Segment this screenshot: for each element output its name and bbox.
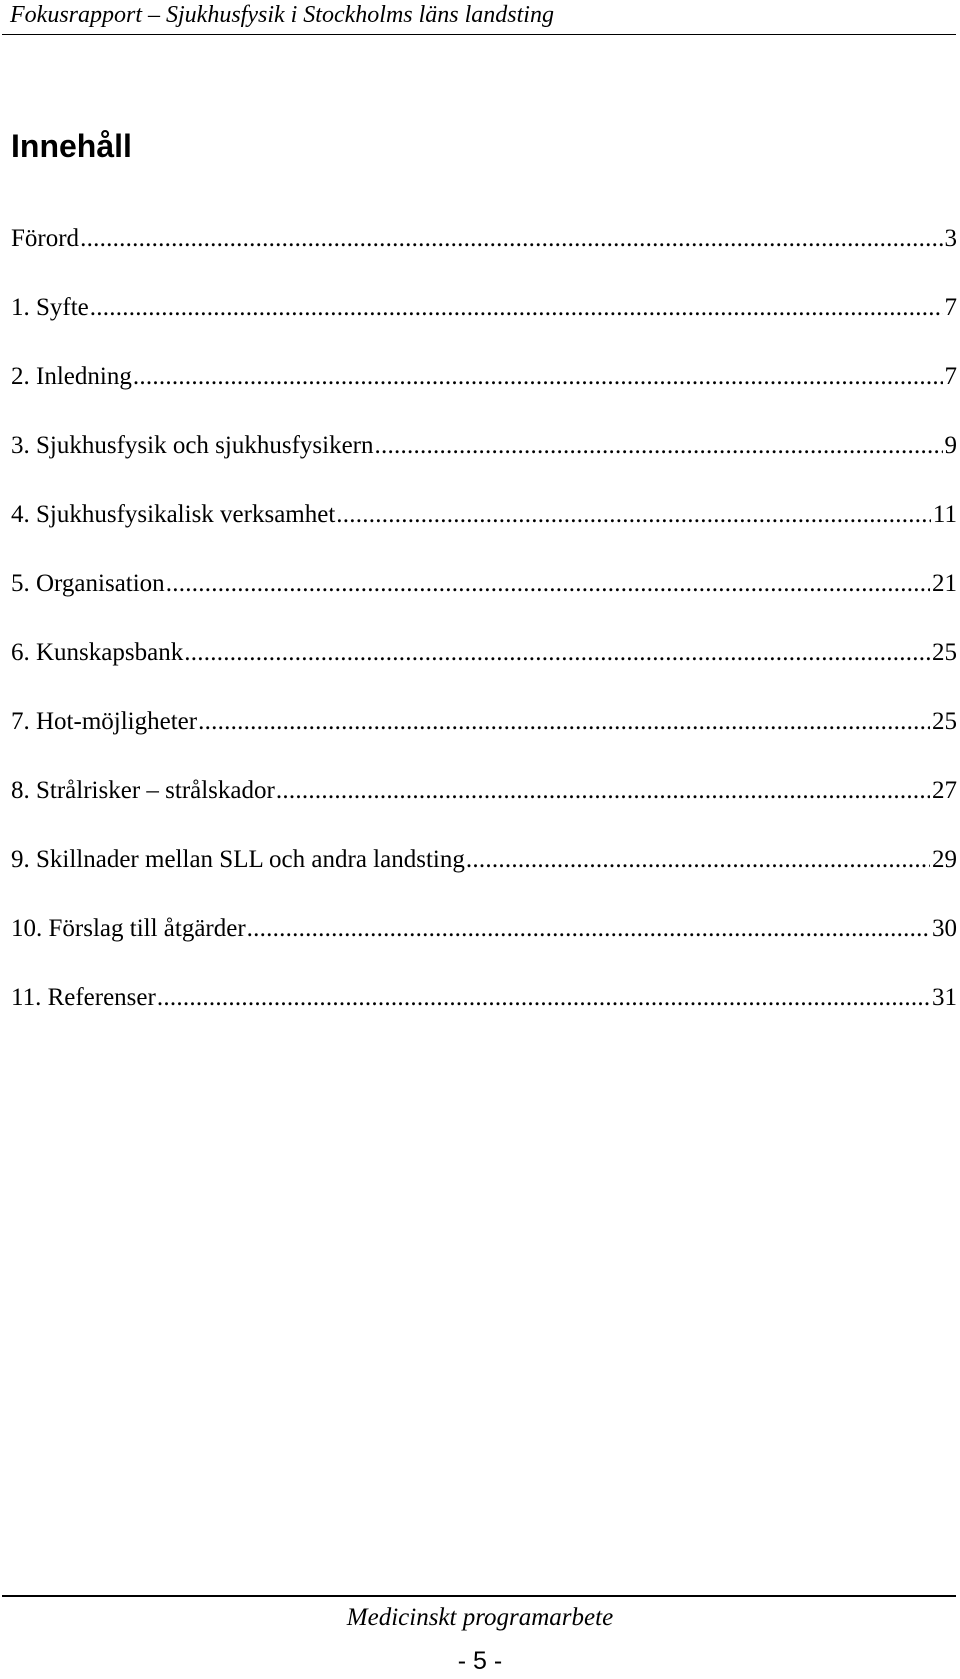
- toc-entry-page: 7: [944, 294, 957, 321]
- footer-divider: [2, 1595, 956, 1597]
- toc-entry-title: 6. Kunskapsbank: [11, 639, 184, 666]
- toc-entry-page: 29: [932, 846, 957, 873]
- page-number: - 5 -: [457, 1647, 503, 1675]
- toc-dot-leader: [157, 982, 930, 1014]
- running-header: Fokusrapport – Sjukhusfysik i Stockholms läns landsting: [10, 2, 554, 28]
- toc-dot-leader: [375, 430, 943, 462]
- toc-dot-leader: [198, 706, 930, 738]
- toc-entry-title: 9. Skillnader mellan SLL och andra landsting: [11, 846, 465, 873]
- toc-entry-forord[interactable]: [11, 223, 957, 292]
- toc-entry-sjukhusfysik[interactable]: [11, 430, 957, 499]
- toc-entry-organisation[interactable]: [11, 568, 957, 637]
- running-footer: Medicinskt programarbete: [346, 1604, 614, 1631]
- toc-dot-leader: [336, 499, 931, 531]
- toc-entry-skillnader[interactable]: [11, 844, 957, 913]
- toc-entry-page: 11: [932, 501, 957, 528]
- toc-entry-inledning[interactable]: [11, 361, 957, 430]
- toc-entry-hot-mojligheter[interactable]: [11, 706, 957, 775]
- header-divider: [2, 34, 956, 35]
- toc-entry-page: 27: [932, 777, 957, 804]
- toc-dot-leader: [80, 223, 942, 255]
- toc-entry-syfte[interactable]: [11, 292, 957, 361]
- toc-entry-page: 25: [932, 639, 957, 666]
- toc-entry-referenser[interactable]: [11, 982, 957, 1051]
- toc-dot-leader: [166, 568, 930, 600]
- toc-dot-leader: [184, 637, 930, 669]
- toc-entry-forslag[interactable]: [11, 913, 957, 982]
- toc-entry-stralrisker[interactable]: [11, 775, 957, 844]
- toc-entry-page: 3: [944, 225, 957, 252]
- toc-entry-page: 30: [932, 915, 957, 942]
- toc-dot-leader: [247, 913, 930, 945]
- toc-entry-title: 7. Hot-möjligheter: [11, 708, 198, 735]
- toc-entry-title: 5. Organisation: [11, 570, 165, 597]
- toc-entry-title: 8. Strålrisker – strålskador: [11, 777, 275, 804]
- toc-entry-page: 7: [944, 363, 957, 390]
- toc-entry-title: 3. Sjukhusfysik och sjukhusfysikern: [11, 432, 374, 459]
- toc-dot-leader: [466, 844, 930, 876]
- toc-entry-title: 2. Inledning: [11, 363, 132, 390]
- toc-heading: Innehåll: [11, 128, 132, 164]
- toc-entry-page: 31: [932, 984, 957, 1011]
- toc-dot-leader: [133, 361, 943, 393]
- toc-entry-title: 11. Referenser: [11, 984, 156, 1011]
- toc-entry-title: Förord: [11, 225, 80, 252]
- toc-dot-leader: [276, 775, 930, 807]
- toc-entry-page: 21: [932, 570, 957, 597]
- toc-entry-title: 10. Förslag till åtgärder: [11, 915, 246, 942]
- table-of-contents: [11, 223, 957, 1051]
- toc-entry-verksamhet[interactable]: [11, 499, 957, 568]
- toc-entry-kunskapsbank[interactable]: [11, 637, 957, 706]
- toc-entry-page: 25: [932, 708, 957, 735]
- toc-entry-title: 4. Sjukhusfysikalisk verksamhet: [11, 501, 336, 528]
- toc-dot-leader: [90, 292, 943, 324]
- toc-entry-page: 9: [944, 432, 957, 459]
- toc-entry-title: 1. Syfte: [11, 294, 89, 321]
